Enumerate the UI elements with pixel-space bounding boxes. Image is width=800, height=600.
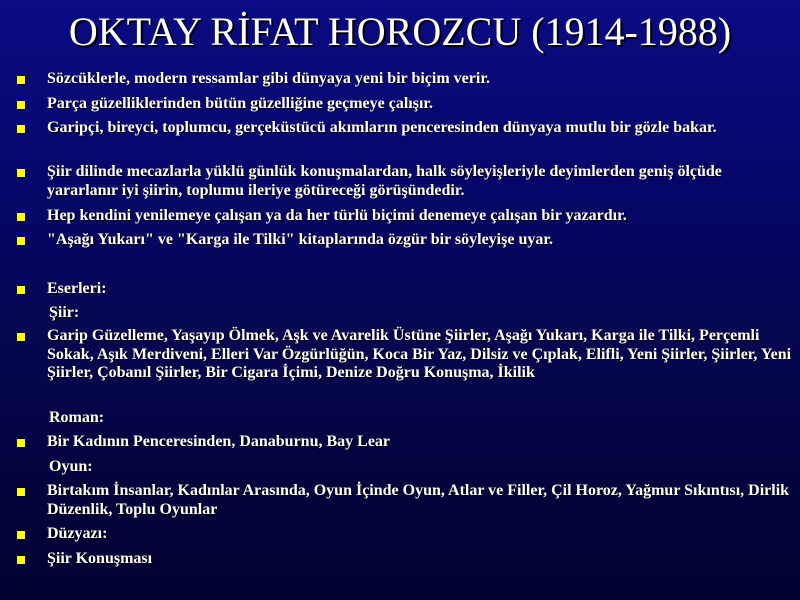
slide-title: OKTAY RİFAT HOROZCU (1914-1988)	[68, 9, 732, 54]
list-item-text: Hep kendini yenilemeye çalışan ya da her türlü biçimi denemeye çalışan bir yazardır.	[47, 207, 627, 224]
list-item-text: Parça güzelliklerinden bütün güzelliğine geçmeye çalışır.	[47, 95, 434, 112]
play-list: Birtakım İnsanlar, Kadınlar Arasında, Oyun İçinde Oyun, Atlar ve Filler, Çil Horoz, Yağmur Sıkıntısı, Dirlik Düzenlik, Toplu Oyunlar	[47, 482, 790, 518]
yellow-square-bullet-icon	[17, 531, 25, 539]
yellow-square-bullet-icon	[17, 286, 25, 294]
yellow-square-bullet-icon	[17, 439, 25, 447]
yellow-square-bullet-icon	[17, 237, 25, 245]
yellow-square-bullet-icon	[17, 488, 25, 496]
list-item-text: Sözcüklerle, modern ressamlar gibi dünyaya yeni bir biçim verir.	[47, 70, 490, 87]
yellow-square-bullet-icon	[17, 213, 25, 221]
novel-list: Bir Kadının Penceresinden, Danaburnu, Bay Lear	[47, 433, 391, 450]
list-item-text: "Aşağı Yukarı" ve "Karga ile Tilki" kitaplarında özgür bir söyleyişe uyar.	[47, 231, 553, 248]
yellow-square-bullet-icon	[17, 76, 25, 84]
list-item-text: Şiir dilinde mecazlarla yüklü günlük konuşmalardan, halk söyleyişleriyle deyimlerden geniş ölçüde yararlanır iyi şiirin, toplumu ileriye götüreceği görüşündedir.	[47, 163, 722, 199]
yellow-square-bullet-icon	[17, 101, 25, 109]
poetry-list: Garip Güzelleme, Yaşayıp Ölmek, Aşk ve Avarelik Üstüne Şiirler, Aşağı Yukarı, Karga ile Tilki, Perçemli Sokak, Aşık Merdiveni, Elleri Var Özgürlüğün, Koca Bir Yaz, Dilsiz ve Çıplak, Elifli, Yeni Şiirler, Şiirler, Yeni Şiirler, Çobanıl Şiirler, Bir Cigara İçimi, Denize Doğru Konuşma, İkilik	[47, 327, 792, 381]
novel-label: Roman:	[49, 409, 105, 426]
yellow-square-bullet-icon	[17, 556, 25, 564]
prose-label: Düzyazı:	[47, 525, 108, 542]
prose-list: Şiir Konuşması	[47, 550, 153, 567]
play-label: Oyun:	[49, 458, 93, 475]
yellow-square-bullet-icon	[17, 125, 25, 133]
works-heading: Eserleri:	[47, 280, 107, 297]
yellow-square-bullet-icon	[17, 333, 25, 341]
yellow-square-bullet-icon	[17, 169, 25, 177]
list-item-text: Garipçi, bireyci, toplumcu, gerçeküstücü akımların penceresinden dünyaya mutlu bir gözle bakar.	[47, 119, 717, 136]
poetry-label: Şiir:	[49, 304, 80, 321]
